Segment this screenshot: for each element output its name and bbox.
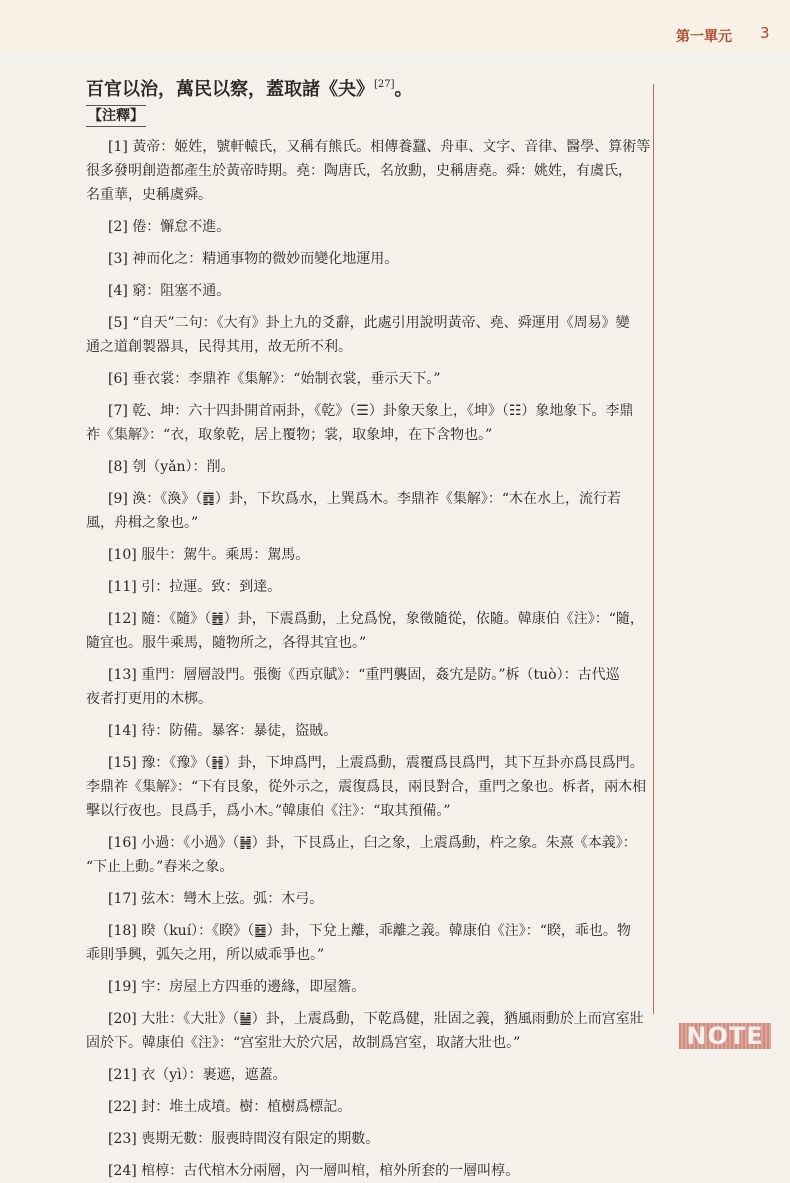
- note-line: [5] “自天”二句：《大有》卦上九的爻辭，此處引用說明黃帝、堯、舜運用《周易》變: [108, 315, 630, 331]
- note-item: [86, 751, 652, 823]
- note-item: [86, 1007, 652, 1055]
- note-line: [6] 垂衣裳：李鼎祚《集解》：“始制衣裳，垂示天下。”: [108, 371, 441, 387]
- note-item: [86, 1095, 652, 1119]
- note-line: [21] 衣（yì）：裹遮，遮蓋。: [108, 1067, 287, 1083]
- note-line: [8] 刳（yǎn）：削。: [108, 459, 235, 475]
- note-item: [86, 719, 652, 743]
- page-header: [0, 0, 790, 52]
- note-line: 很多發明創造都產生於黃帝時期。堯：陶唐氏，名放勳，史稱唐堯。舜：姚姓，有虞氏，: [86, 163, 632, 179]
- note-item: [86, 487, 652, 535]
- note-item: [86, 247, 652, 271]
- margin-rule: [653, 84, 654, 1014]
- note-line: [20] 大壯：《大壯》（䷡）卦，上震爲動，下乾爲健，壯固之義，猶風雨動於上而宫室壯: [108, 1011, 644, 1027]
- note-line: 名重華，史稱虞舜。: [86, 187, 212, 203]
- classical-text: 百官以治，萬民以察，蓋取諸《夬》: [86, 79, 374, 100]
- note-line: [2] 倦：懈怠不進。: [108, 219, 231, 235]
- note-line: [12] 隨：《隨》（䷐）卦，下震爲動，上兌爲悅，象徵隨從，依隨。韓康伯《注》：“隨，: [108, 611, 644, 627]
- note-tag: NOTE: [679, 1023, 771, 1049]
- note-item: [86, 1127, 652, 1151]
- note-item: [86, 575, 652, 599]
- note-line: [23] 喪期无數：服喪時間沒有限定的期數。: [108, 1131, 380, 1147]
- note-item: [86, 887, 652, 911]
- note-line: [16] 小過：《小過》（䷽）卦，下艮爲止，臼之象，上震爲動，杵之象。朱熹《本義》：: [108, 835, 637, 851]
- note-line: 通之道創製器具，民得其用，故无所不利。: [86, 339, 352, 355]
- note-line: [14] 待：防備。暴客：暴徒，盜賊。: [108, 723, 338, 739]
- note-item: [86, 455, 652, 479]
- notes-list: [86, 135, 652, 1183]
- note-line: 隨宜也。服牛乘馬，隨物所之，各得其宜也。”: [86, 635, 367, 651]
- note-item: [86, 367, 652, 391]
- note-line: [11] 引：拉運。致：到達。: [108, 579, 282, 595]
- note-line: 夜者打更用的木梆。: [86, 691, 212, 707]
- note-line: [10] 服牛：駕牛。乘馬：駕馬。: [108, 547, 310, 563]
- note-item: [86, 831, 652, 879]
- note-item: [86, 279, 652, 303]
- unit-title: 第一單元: [676, 29, 732, 45]
- note-item: [86, 975, 652, 999]
- note-line: [17] 弦木：彎木上弦。弧：木弓。: [108, 891, 324, 907]
- note-item: [86, 543, 652, 567]
- note-item: [86, 399, 652, 447]
- note-line: [24] 棺椁：古代棺木分兩層，內一層叫棺，棺外所套的一層叫椁。: [108, 1163, 520, 1179]
- note-line: 李鼎祚《集解》：“下有艮象，從外示之，震復爲艮，兩艮對合，重門之象也。柝者，兩木相: [86, 779, 647, 795]
- note-line: 擊以行夜也。艮爲手，爲小木。”韓康伯《注》：“取其預備。”: [86, 803, 451, 819]
- main-text: [86, 72, 652, 1183]
- classical-text-end: 。: [394, 79, 413, 100]
- note-line: [22] 封：堆土成墳。樹：植樹爲標記。: [108, 1099, 352, 1115]
- classical-text-line: [86, 72, 652, 103]
- note-line: [4] 窮：阻塞不通。: [108, 283, 231, 299]
- note-line: 風，舟楫之象也。”: [86, 515, 199, 531]
- note-line: [9] 渙：《渙》（䷺）卦，下坎爲水，上巽爲木。李鼎祚《集解》：“木在水上，流行若: [108, 491, 621, 507]
- note-item: [86, 1159, 652, 1183]
- page-number: 3: [760, 24, 770, 42]
- note-item: [86, 1063, 652, 1087]
- note-item: [86, 663, 652, 711]
- note-item: [86, 919, 652, 967]
- note-line: 固於下。韓康伯《注》：“宫室壯大於穴居，故制爲宫室，取諸大壯也。”: [86, 1035, 521, 1051]
- note-line: [19] 宇：房屋上方四垂的邊緣，即屋簷。: [108, 979, 366, 995]
- note-line: [3] 神而化之：精通事物的微妙而變化地運用。: [108, 251, 399, 267]
- note-line: [1] 黃帝：姬姓，號軒轅氏，又稱有熊氏。相傳養蠶、舟車、文字、音律、醫學、算術等: [108, 139, 651, 155]
- note-line: [15] 豫：《豫》（䷏）卦，下坤爲門，上震爲動，震覆爲艮爲門，其下互卦亦爲艮爲門。: [108, 755, 644, 771]
- note-line: “下止上動。”舂米之象。: [86, 859, 234, 875]
- note-item: [86, 311, 652, 359]
- notes-heading: 【注釋】: [86, 105, 146, 127]
- note-item: [86, 215, 652, 239]
- note-line: [7] 乾、坤：六十四卦開首兩卦，《乾》（☰）卦象天象上，《坤》（☷）象地象下。李鼎: [108, 403, 634, 419]
- note-line: [18] 睽（kuí）：《睽》（䷥）卦，下兌上離，乖離之義。韓康伯《注》：“睽，乖也。物: [108, 923, 631, 939]
- note-item: [86, 135, 652, 207]
- note-item: [86, 607, 652, 655]
- note-line: [13] 重門：層層設門。張衡《西京賦》：“重門襲固，姦宄是防。”柝（tuò）：古代巡: [108, 667, 620, 683]
- footnote-ref: [27]: [374, 79, 395, 90]
- note-line: 乖則爭興，弧矢之用，所以威乖爭也。”: [86, 947, 325, 963]
- note-line: 祚《集解》：“衣，取象乾，居上覆物；裳，取象坤，在下含物也。”: [86, 427, 493, 443]
